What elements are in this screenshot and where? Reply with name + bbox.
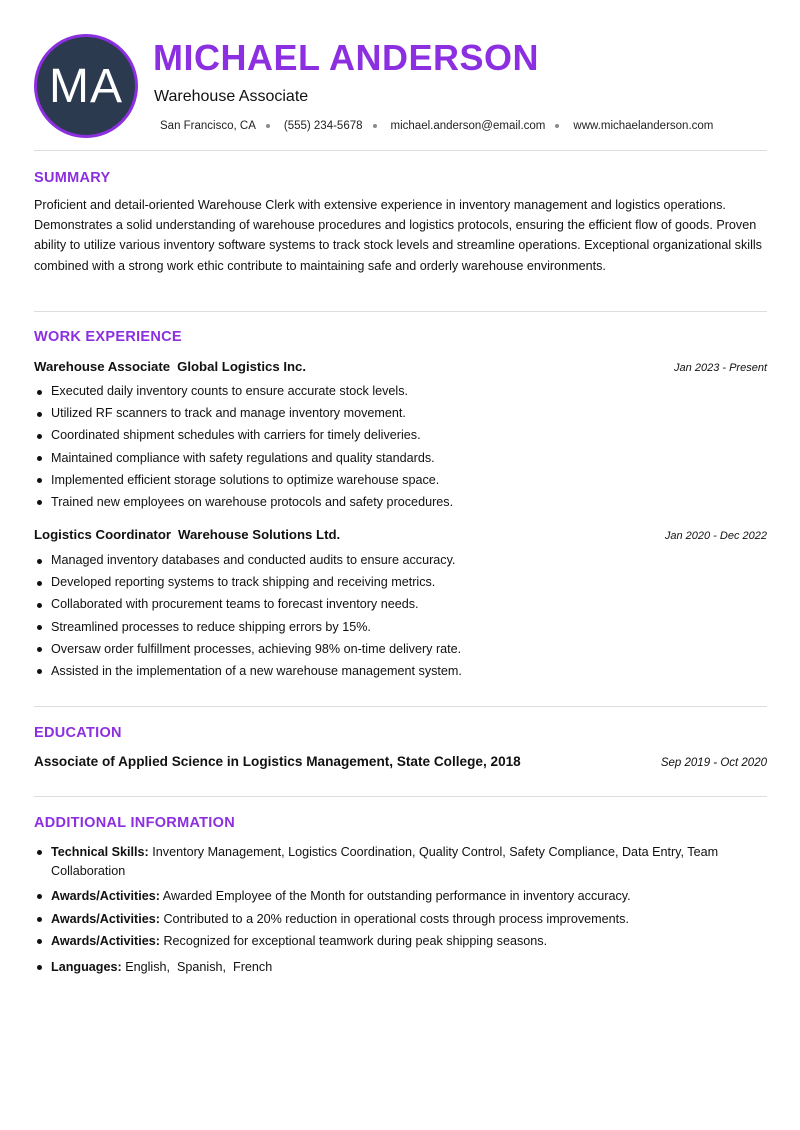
contact-phone: (555) 234-5678 xyxy=(283,120,363,132)
list-item: Implemented efficient storage solutions to optimize warehouse space. xyxy=(34,473,767,495)
list-item: Trained new employees on warehouse protocols and safety procedures. xyxy=(34,495,767,517)
separator-dot xyxy=(266,124,270,128)
list-item xyxy=(34,843,767,881)
list-item: Oversaw order fulfillment processes, achieving 98% on-time delivery rate. xyxy=(34,642,767,664)
divider xyxy=(34,706,767,707)
contact-website[interactable]: www.michaelanderson.com xyxy=(573,120,714,132)
candidate-name: MICHAEL ANDERSON xyxy=(153,37,540,78)
info-label: Languages: xyxy=(51,960,122,974)
list-item: Maintained compliance with safety regulations and quality standards. xyxy=(34,451,767,473)
job-dates: Jan 2023 - Present xyxy=(674,362,767,374)
list-item: Managed inventory databases and conducted audits to ensure accuracy. xyxy=(34,553,767,575)
contact-email[interactable]: michael.anderson@email.com xyxy=(390,120,546,132)
job-role-company xyxy=(34,359,306,374)
language-item: , Spanish xyxy=(167,960,223,974)
language-item: , French xyxy=(223,960,273,974)
list-item: Utilized RF scanners to track and manage inventory movement. xyxy=(34,406,767,428)
education-entry xyxy=(34,754,767,769)
info-value: Awarded Employee of the Month for outstanding performance in inventory accuracy. xyxy=(162,889,631,903)
summary-heading: SUMMARY xyxy=(34,170,111,186)
job-header xyxy=(34,359,767,374)
job-bullets xyxy=(34,384,767,517)
info-label: Awards/Activities: xyxy=(51,911,160,926)
language-item: English xyxy=(125,960,167,974)
contact-location: San Francisco, CA xyxy=(160,120,256,132)
candidate-title: Warehouse Associate xyxy=(154,88,309,105)
job-role: Warehouse Associate xyxy=(34,359,171,374)
list-item xyxy=(34,887,767,906)
divider xyxy=(34,796,767,797)
info-label: Awards/Activities: xyxy=(51,934,160,948)
job-dates: Jan 2020 - Dec 2022 xyxy=(664,530,767,542)
list-item: Collaborated with procurement teams to forecast inventory needs. xyxy=(34,597,767,619)
list-item xyxy=(34,932,767,951)
info-label: Awards/Activities: xyxy=(51,889,160,903)
list-item: Streamlined processes to reduce shipping errors by 15%. xyxy=(34,620,767,642)
avatar xyxy=(34,34,138,138)
work-experience-heading: WORK EXPERIENCE xyxy=(34,329,182,345)
job-company: Warehouse Solutions Ltd. xyxy=(178,527,341,542)
education-dates: Sep 2019 - Oct 2020 xyxy=(660,757,767,769)
job-company: Global Logistics Inc. xyxy=(177,359,307,374)
additional-info-heading: ADDITIONAL INFORMATION xyxy=(34,815,235,831)
job-role-company xyxy=(34,527,340,542)
job-role: Logistics Coordinator xyxy=(34,527,172,542)
list-item xyxy=(34,910,767,929)
education-degree: Associate of Applied Science in Logistics Management, State College, 2018 xyxy=(34,754,521,769)
separator-dot xyxy=(555,124,559,128)
info-label: Technical Skills: xyxy=(51,845,149,859)
divider xyxy=(34,311,767,312)
job-header xyxy=(34,527,767,542)
list-item xyxy=(34,958,767,977)
list-item: Executed daily inventory counts to ensure accurate stock levels. xyxy=(34,384,767,406)
additional-info-list xyxy=(34,843,767,977)
list-item: Coordinated shipment schedules with carriers for timely deliveries. xyxy=(34,428,767,450)
divider xyxy=(34,150,767,151)
contact-line xyxy=(160,120,713,132)
info-value: Inventory Management, Logistics Coordination, Quality Control, Safety Compliance, Data Entry, Team Collaboration xyxy=(51,845,719,878)
separator-dot xyxy=(373,124,377,128)
list-item: Developed reporting systems to track shipping and receiving metrics. xyxy=(34,575,767,597)
avatar-initials: MA xyxy=(49,59,123,113)
summary-text: Proficient and detail-oriented Warehouse Clerk with extensive experience in inventory management and logistics operations. Demonstrates a solid understanding of warehouse procedures and logistics protocols, ensuring the efficient flow of goods. Proven ability to utilize various inventory software systems to track stock levels and streamline operations. Exceptional organizational skills combined with a strong work ethic contribute to maintaining safe and orderly warehouse environments. xyxy=(34,198,762,273)
list-item: Assisted in the implementation of a new warehouse management system. xyxy=(34,664,767,686)
info-value: Contributed to a 20% reduction in operational costs through process improvements. xyxy=(163,911,629,926)
education-heading: EDUCATION xyxy=(34,725,122,741)
info-value: Recognized for exceptional teamwork during peak shipping seasons. xyxy=(163,934,548,948)
job-bullets xyxy=(34,553,767,686)
